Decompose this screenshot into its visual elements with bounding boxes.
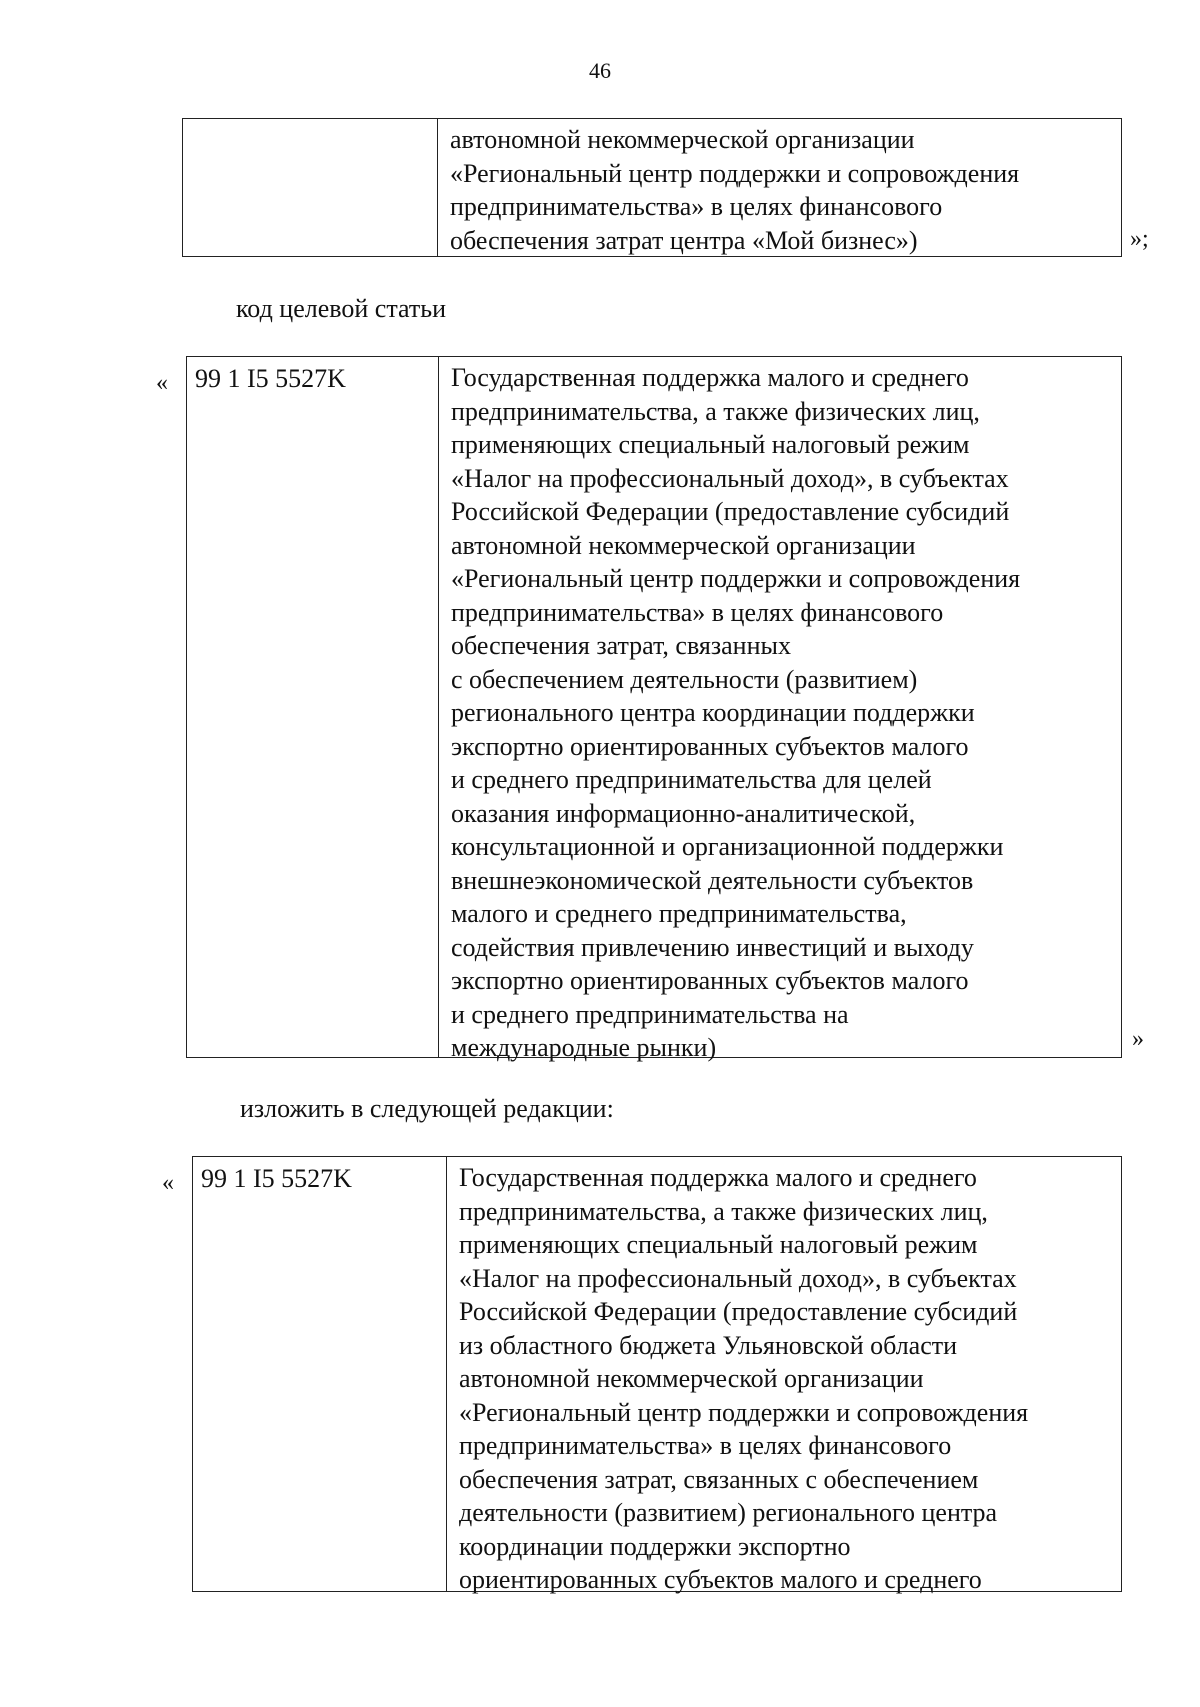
opening-quote: « xyxy=(162,1170,174,1196)
description-line: и среднего предпринимательства для целей xyxy=(451,765,932,794)
description-line: Государственная поддержка малого и среднего xyxy=(451,363,969,392)
description-cell xyxy=(447,1157,1121,1594)
code-cell: 99 1 I5 5527K xyxy=(187,357,439,1057)
code-cell: 99 1 I5 5527K xyxy=(193,1157,447,1591)
description-line: деятельности (развитием) регионального центра xyxy=(459,1498,998,1527)
description-cell xyxy=(439,357,1121,1062)
description-line: обеспечения затрат центра «Мой бизнес») xyxy=(450,225,918,255)
new-wording-table xyxy=(192,1156,1122,1592)
description-line: ориентированных субъектов малого и среднего xyxy=(459,1565,982,1594)
description-line: применяющих специальный налоговый режим xyxy=(459,1230,978,1259)
description-line: предпринимательства» в целях финансового xyxy=(459,1431,952,1460)
description-line: «Региональный центр поддержки и сопровождения xyxy=(451,564,1021,593)
description-line: экспортно ориентированных субъектов малого xyxy=(451,731,969,761)
closing-quote: »; xyxy=(1130,226,1149,252)
description-line: автономной некоммерческой организации xyxy=(450,125,915,154)
description-line: обеспечения затрат, связанных xyxy=(451,631,791,660)
description-line: и среднего предпринимательства на xyxy=(451,999,849,1029)
code-cell-empty xyxy=(183,119,438,256)
description-line: Российской Федерации (предоставление субсидий xyxy=(459,1297,1018,1326)
description-line: «Налог на профессиональный доход», в субъектах xyxy=(459,1263,1017,1293)
description-line: «Региональный центр поддержки и сопровождения xyxy=(459,1397,1029,1427)
section-label: изложить в следующей редакции: xyxy=(240,1094,614,1123)
description-line: внешнеэкономической деятельности субъектов xyxy=(451,865,974,895)
description-line: содействия привлечению инвестиций и выходу xyxy=(451,932,974,962)
description-line: предпринимательства» в целях финансового xyxy=(450,192,943,221)
description-line: с обеспечением деятельности (развитием) xyxy=(451,664,918,694)
description-line: Российской Федерации (предоставление субсидий xyxy=(451,497,1010,526)
description-line: оказания информационно-аналитической, xyxy=(451,798,916,828)
description-line: малого и среднего предпринимательства, xyxy=(451,899,907,928)
continuation-table xyxy=(182,118,1122,257)
description-line: предпринимательства» в целях финансового xyxy=(451,597,944,627)
description-line: экспортно ориентированных субъектов малого xyxy=(451,966,969,995)
old-wording-table xyxy=(186,356,1122,1062)
description-line: Государственная поддержка малого и среднего xyxy=(459,1163,977,1192)
description-line: предпринимательства, а также физических лиц, xyxy=(459,1196,988,1226)
opening-quote: « xyxy=(156,370,168,396)
description-line: автономной некоммерческой организации xyxy=(451,530,916,560)
description-line: консультационной и организационной поддержки xyxy=(451,832,1004,861)
description-line: регионального центра координации поддержки xyxy=(451,698,975,727)
description-line: международные рынки) xyxy=(451,1033,717,1062)
page-number: 46 xyxy=(589,58,611,83)
description-line: обеспечения затрат, связанных с обеспечением xyxy=(459,1464,979,1494)
description-cell xyxy=(438,119,1121,256)
description-line: автономной некоммерческой организации xyxy=(459,1364,924,1393)
description-line: из областного бюджета Ульяновской области xyxy=(459,1330,958,1360)
description-line: «Налог на профессиональный доход», в субъектах xyxy=(451,463,1009,493)
description-line: применяющих специальный налоговый режим xyxy=(451,430,970,459)
closing-quote: » xyxy=(1132,1026,1144,1052)
section-label: код целевой статьи xyxy=(236,294,446,323)
description-line: координации поддержки экспортно xyxy=(459,1531,851,1561)
description-line: «Региональный центр поддержки и сопровождения xyxy=(450,158,1020,188)
description-line: предпринимательства, а также физических лиц, xyxy=(451,396,980,426)
